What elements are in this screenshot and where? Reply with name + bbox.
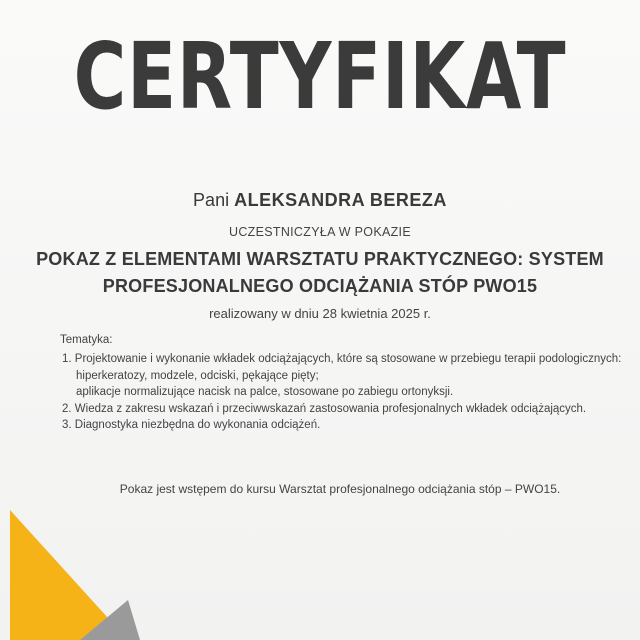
recipient-name: ALEKSANDRA BEREZA xyxy=(234,190,447,210)
event-title xyxy=(30,246,610,300)
event-title-line-1: POKAZ Z ELEMENTAMI WARSZTATU PRAKTYCZNEGO: SYSTEM xyxy=(36,249,604,269)
certificate-title: CERTYFIKAT xyxy=(73,23,567,130)
recipient-line xyxy=(0,190,640,211)
topic-item-1-continuation: hiperkeratozy, modzele, odciski, pękające pięty; xyxy=(76,369,319,382)
topic-item-1-continuation-2: aplikacje normalizujące nacisk na palce, stosowane po zabiegu ortonyksji. xyxy=(76,386,454,399)
gray-triangle xyxy=(80,600,140,640)
topic-item-3: 3. Diagnostyka niezbędna do wykonania odciążeń. xyxy=(62,419,321,432)
recipient-honorific: Pani xyxy=(193,190,230,210)
topics-list xyxy=(62,351,632,434)
topic-item-1: 1. Projektowanie i wykonanie wkładek odciążających, które są stosowane w przebiegu terapii podologicznych: xyxy=(62,353,622,365)
topics-label: Tematyka: xyxy=(60,334,113,346)
yellow-triangle xyxy=(10,510,128,640)
event-date: realizowany w dniu 28 kwietnia 2025 r. xyxy=(209,306,431,321)
participation-line: UCZESTNICZYŁA W POKAZIE xyxy=(229,225,411,239)
footer-note: Pokaz jest wstępem do kursu Warsztat profesjonalnego odciążania stóp – PWO15. xyxy=(119,482,561,496)
topic-item-2: 2. Wiedza z zakresu wskazań i przeciwwskazań zastosowania profesjonalnych wkładek odciążających. xyxy=(62,402,587,415)
event-title-line-2: PROFESJONALNEGO ODCIĄŻANIA STÓP PWO15 xyxy=(102,276,538,296)
